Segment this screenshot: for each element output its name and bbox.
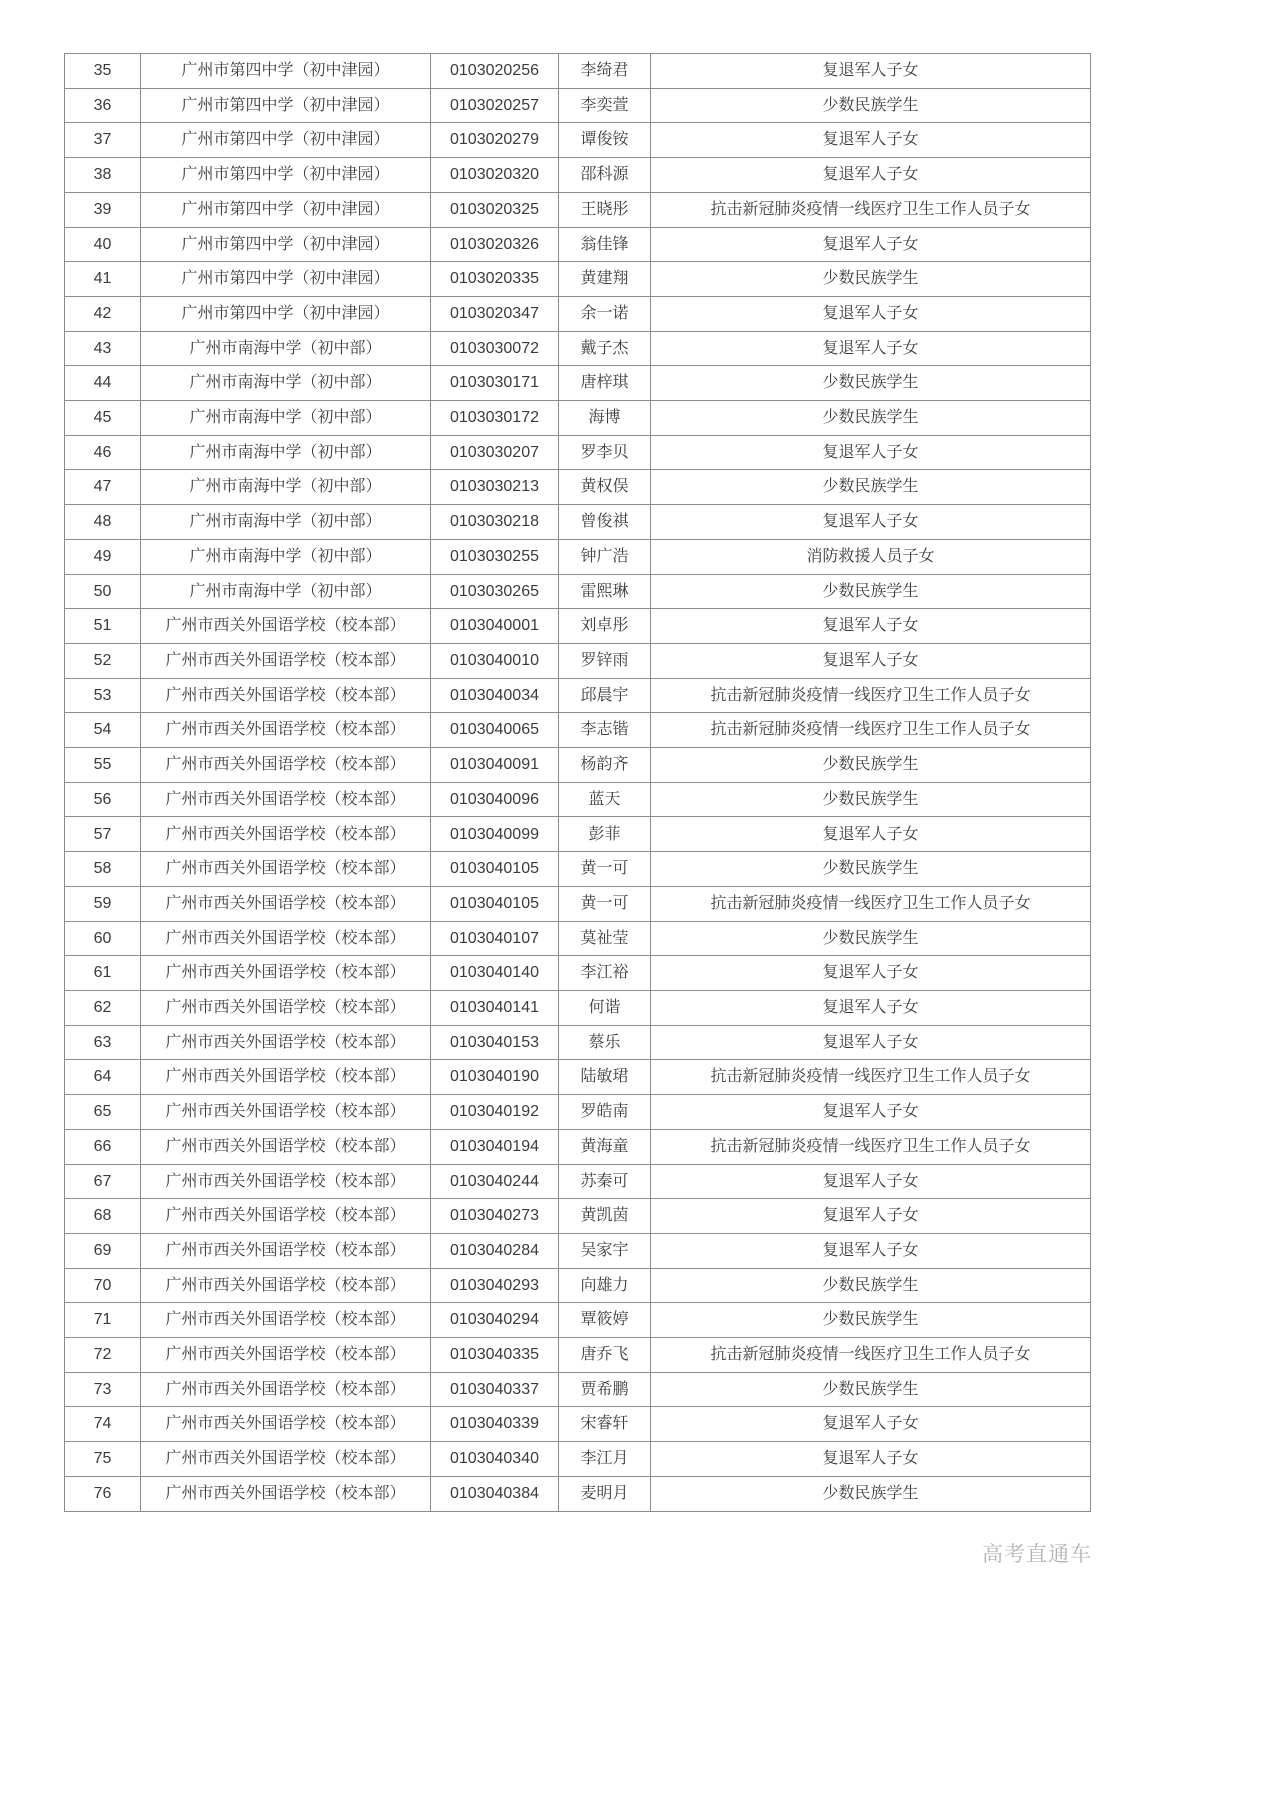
school-name-cell: 广州市西关外国语学校（校本部） [141,921,431,956]
student-name-cell: 唐乔飞 [559,1338,651,1373]
student-name-cell: 黄海童 [559,1129,651,1164]
table-row [65,782,1091,817]
table-row [65,817,1091,852]
exam-number-cell: 0103020256 [431,54,559,89]
row-number-cell: 68 [65,1199,141,1234]
row-number-cell: 45 [65,401,141,436]
exam-number-cell: 0103040273 [431,1199,559,1234]
table-row [65,643,1091,678]
student-name-cell: 曾俊祺 [559,505,651,540]
student-name-cell: 罗锌雨 [559,643,651,678]
school-name-cell: 广州市南海中学（初中部） [141,539,431,574]
table-row [65,227,1091,262]
row-number-cell: 55 [65,748,141,783]
school-name-cell: 广州市西关外国语学校（校本部） [141,990,431,1025]
exam-number-cell: 0103040105 [431,886,559,921]
table-row [65,1476,1091,1511]
school-name-cell: 广州市西关外国语学校（校本部） [141,1060,431,1095]
table-row [65,539,1091,574]
school-name-cell: 广州市西关外国语学校（校本部） [141,643,431,678]
category-cell: 少数民族学生 [651,470,1091,505]
exam-number-cell: 0103040096 [431,782,559,817]
row-number-cell: 72 [65,1338,141,1373]
table-row [65,921,1091,956]
table-row [65,123,1091,158]
row-number-cell: 53 [65,678,141,713]
category-cell: 少数民族学生 [651,366,1091,401]
category-cell: 消防救援人员子女 [651,539,1091,574]
student-name-cell: 李志锴 [559,713,651,748]
row-number-cell: 57 [65,817,141,852]
student-name-cell: 李江月 [559,1442,651,1477]
student-name-cell: 黄一可 [559,886,651,921]
row-number-cell: 74 [65,1407,141,1442]
row-number-cell: 42 [65,296,141,331]
row-number-cell: 63 [65,1025,141,1060]
table-row [65,1199,1091,1234]
student-name-cell: 莫祉莹 [559,921,651,956]
table-row [65,1025,1091,1060]
exam-number-cell: 0103040091 [431,748,559,783]
row-number-cell: 76 [65,1476,141,1511]
category-cell: 抗击新冠肺炎疫情一线医疗卫生工作人员子女 [651,886,1091,921]
row-number-cell: 46 [65,435,141,470]
student-name-cell: 吴家宇 [559,1233,651,1268]
exam-number-cell: 0103040001 [431,609,559,644]
row-number-cell: 48 [65,505,141,540]
exam-number-cell: 0103030218 [431,505,559,540]
row-number-cell: 61 [65,956,141,991]
row-number-cell: 36 [65,88,141,123]
row-number-cell: 54 [65,713,141,748]
school-name-cell: 广州市第四中学（初中津园） [141,262,431,297]
school-name-cell: 广州市南海中学（初中部） [141,574,431,609]
table-row [65,1129,1091,1164]
table-row [65,505,1091,540]
student-name-cell: 贾希鹏 [559,1372,651,1407]
exam-number-cell: 0103040065 [431,713,559,748]
school-name-cell: 广州市西关外国语学校（校本部） [141,1129,431,1164]
category-cell: 复退军人子女 [651,123,1091,158]
category-cell: 复退军人子女 [651,435,1091,470]
school-name-cell: 广州市西关外国语学校（校本部） [141,1199,431,1234]
school-name-cell: 广州市西关外国语学校（校本部） [141,782,431,817]
category-cell: 少数民族学生 [651,921,1091,956]
exam-number-cell: 0103030255 [431,539,559,574]
school-name-cell: 广州市西关外国语学校（校本部） [141,886,431,921]
student-name-cell: 邱晨宇 [559,678,651,713]
category-cell: 复退军人子女 [651,158,1091,193]
category-cell: 少数民族学生 [651,1476,1091,1511]
table-row [65,331,1091,366]
student-name-cell: 刘卓彤 [559,609,651,644]
category-cell: 复退军人子女 [651,609,1091,644]
school-name-cell: 广州市西关外国语学校（校本部） [141,1268,431,1303]
category-cell: 抗击新冠肺炎疫情一线医疗卫生工作人员子女 [651,192,1091,227]
row-number-cell: 67 [65,1164,141,1199]
student-name-cell: 李绮君 [559,54,651,89]
table-row [65,1233,1091,1268]
table-row [65,1407,1091,1442]
school-name-cell: 广州市西关外国语学校（校本部） [141,748,431,783]
exam-number-cell: 0103040192 [431,1095,559,1130]
exam-number-cell: 0103040034 [431,678,559,713]
student-name-cell: 罗李贝 [559,435,651,470]
exam-number-cell: 0103020325 [431,192,559,227]
category-cell: 复退军人子女 [651,643,1091,678]
category-cell: 复退军人子女 [651,956,1091,991]
student-name-cell: 李奕萱 [559,88,651,123]
school-name-cell: 广州市第四中学（初中津园） [141,123,431,158]
row-number-cell: 58 [65,852,141,887]
row-number-cell: 65 [65,1095,141,1130]
table-row [65,886,1091,921]
exam-number-cell: 0103040105 [431,852,559,887]
exam-number-cell: 0103040244 [431,1164,559,1199]
table-row [65,1442,1091,1477]
exam-number-cell: 0103020279 [431,123,559,158]
exam-number-cell: 0103040340 [431,1442,559,1477]
table-row [65,296,1091,331]
student-name-cell: 黄权俣 [559,470,651,505]
category-cell: 复退军人子女 [651,1233,1091,1268]
category-cell: 复退军人子女 [651,1164,1091,1199]
exam-number-cell: 0103030207 [431,435,559,470]
table-row [65,1372,1091,1407]
student-name-cell: 海博 [559,401,651,436]
exam-number-cell: 0103040099 [431,817,559,852]
student-name-cell: 陆敏珺 [559,1060,651,1095]
exam-number-cell: 0103030171 [431,366,559,401]
exam-number-cell: 0103040190 [431,1060,559,1095]
exam-number-cell: 0103020335 [431,262,559,297]
school-name-cell: 广州市第四中学（初中津园） [141,296,431,331]
student-name-cell: 苏秦可 [559,1164,651,1199]
table-row [65,713,1091,748]
exam-number-cell: 0103040141 [431,990,559,1025]
exam-number-cell: 0103040284 [431,1233,559,1268]
row-number-cell: 64 [65,1060,141,1095]
table-row [65,1060,1091,1095]
category-cell: 少数民族学生 [651,1303,1091,1338]
student-name-cell: 杨韵齐 [559,748,651,783]
table-row [65,678,1091,713]
exam-number-cell: 0103040194 [431,1129,559,1164]
table-row [65,435,1091,470]
row-number-cell: 71 [65,1303,141,1338]
table-row [65,1164,1091,1199]
category-cell: 抗击新冠肺炎疫情一线医疗卫生工作人员子女 [651,1338,1091,1373]
school-name-cell: 广州市西关外国语学校（校本部） [141,852,431,887]
school-name-cell: 广州市西关外国语学校（校本部） [141,1442,431,1477]
student-name-cell: 戴子杰 [559,331,651,366]
category-cell: 少数民族学生 [651,1372,1091,1407]
school-name-cell: 广州市西关外国语学校（校本部） [141,1095,431,1130]
table-row [65,366,1091,401]
school-name-cell: 广州市西关外国语学校（校本部） [141,1025,431,1060]
student-name-cell: 翁佳锋 [559,227,651,262]
category-cell: 复退军人子女 [651,54,1091,89]
exam-number-cell: 0103030213 [431,470,559,505]
category-cell: 少数民族学生 [651,262,1091,297]
school-name-cell: 广州市西关外国语学校（校本部） [141,609,431,644]
school-name-cell: 广州市南海中学（初中部） [141,331,431,366]
category-cell: 复退军人子女 [651,817,1091,852]
student-name-cell: 雷熙琳 [559,574,651,609]
student-roster-table [64,53,1091,1512]
exam-number-cell: 0103020257 [431,88,559,123]
exam-number-cell: 0103040153 [431,1025,559,1060]
exam-number-cell: 0103040140 [431,956,559,991]
category-cell: 复退军人子女 [651,990,1091,1025]
school-name-cell: 广州市西关外国语学校（校本部） [141,1476,431,1511]
table-row [65,1095,1091,1130]
row-number-cell: 44 [65,366,141,401]
student-name-cell: 余一诺 [559,296,651,331]
exam-number-cell: 0103030172 [431,401,559,436]
exam-number-cell: 0103040107 [431,921,559,956]
watermark: 高考直通车 [982,1543,1092,1566]
row-number-cell: 40 [65,227,141,262]
row-number-cell: 50 [65,574,141,609]
student-name-cell: 钟广浩 [559,539,651,574]
school-name-cell: 广州市第四中学（初中津园） [141,227,431,262]
row-number-cell: 73 [65,1372,141,1407]
student-name-cell: 黄建翔 [559,262,651,297]
row-number-cell: 59 [65,886,141,921]
row-number-cell: 51 [65,609,141,644]
row-number-cell: 70 [65,1268,141,1303]
table-row [65,748,1091,783]
exam-number-cell: 0103040335 [431,1338,559,1373]
school-name-cell: 广州市西关外国语学校（校本部） [141,1164,431,1199]
student-name-cell: 王晓彤 [559,192,651,227]
category-cell: 复退军人子女 [651,1025,1091,1060]
category-cell: 复退军人子女 [651,296,1091,331]
table-row [65,88,1091,123]
student-name-cell: 宋睿轩 [559,1407,651,1442]
category-cell: 少数民族学生 [651,748,1091,783]
table-row [65,192,1091,227]
table-row [65,158,1091,193]
category-cell: 少数民族学生 [651,401,1091,436]
student-name-cell: 黄一可 [559,852,651,887]
table-row [65,852,1091,887]
student-name-cell: 向雄力 [559,1268,651,1303]
school-name-cell: 广州市第四中学（初中津园） [141,192,431,227]
table-row [65,1268,1091,1303]
exam-number-cell: 0103040010 [431,643,559,678]
exam-number-cell: 0103020320 [431,158,559,193]
category-cell: 少数民族学生 [651,574,1091,609]
school-name-cell: 广州市第四中学（初中津园） [141,54,431,89]
category-cell: 复退军人子女 [651,1407,1091,1442]
row-number-cell: 62 [65,990,141,1025]
table-row [65,574,1091,609]
row-number-cell: 66 [65,1129,141,1164]
student-name-cell: 麦明月 [559,1476,651,1511]
category-cell: 复退军人子女 [651,1095,1091,1130]
row-number-cell: 37 [65,123,141,158]
school-name-cell: 广州市西关外国语学校（校本部） [141,713,431,748]
row-number-cell: 38 [65,158,141,193]
school-name-cell: 广州市西关外国语学校（校本部） [141,1372,431,1407]
student-name-cell: 黄凯茵 [559,1199,651,1234]
school-name-cell: 广州市南海中学（初中部） [141,401,431,436]
table-row [65,1303,1091,1338]
category-cell: 抗击新冠肺炎疫情一线医疗卫生工作人员子女 [651,678,1091,713]
category-cell: 少数民族学生 [651,782,1091,817]
school-name-cell: 广州市西关外国语学校（校本部） [141,1233,431,1268]
school-name-cell: 广州市南海中学（初中部） [141,470,431,505]
school-name-cell: 广州市南海中学（初中部） [141,505,431,540]
row-number-cell: 35 [65,54,141,89]
table-row [65,956,1091,991]
student-name-cell: 何谐 [559,990,651,1025]
table-row [65,990,1091,1025]
student-name-cell: 谭俊铵 [559,123,651,158]
exam-number-cell: 0103040339 [431,1407,559,1442]
category-cell: 抗击新冠肺炎疫情一线医疗卫生工作人员子女 [651,713,1091,748]
category-cell: 复退军人子女 [651,1442,1091,1477]
exam-number-cell: 0103040337 [431,1372,559,1407]
student-name-cell: 彭菲 [559,817,651,852]
exam-number-cell: 0103030072 [431,331,559,366]
category-cell: 复退军人子女 [651,1199,1091,1234]
exam-number-cell: 0103040293 [431,1268,559,1303]
school-name-cell: 广州市南海中学（初中部） [141,366,431,401]
school-name-cell: 广州市西关外国语学校（校本部） [141,1338,431,1373]
row-number-cell: 49 [65,539,141,574]
student-name-cell: 邵科源 [559,158,651,193]
student-name-cell: 唐梓琪 [559,366,651,401]
category-cell: 抗击新冠肺炎疫情一线医疗卫生工作人员子女 [651,1129,1091,1164]
row-number-cell: 69 [65,1233,141,1268]
student-name-cell: 覃筱婷 [559,1303,651,1338]
exam-number-cell: 0103040384 [431,1476,559,1511]
exam-number-cell: 0103030265 [431,574,559,609]
exam-number-cell: 0103040294 [431,1303,559,1338]
school-name-cell: 广州市西关外国语学校（校本部） [141,678,431,713]
table-row [65,609,1091,644]
category-cell: 少数民族学生 [651,1268,1091,1303]
school-name-cell: 广州市西关外国语学校（校本部） [141,1303,431,1338]
row-number-cell: 60 [65,921,141,956]
student-name-cell: 李江裕 [559,956,651,991]
exam-number-cell: 0103020326 [431,227,559,262]
school-name-cell: 广州市西关外国语学校（校本部） [141,1407,431,1442]
category-cell: 少数民族学生 [651,852,1091,887]
row-number-cell: 41 [65,262,141,297]
table-body [65,54,1091,1512]
exam-number-cell: 0103020347 [431,296,559,331]
row-number-cell: 52 [65,643,141,678]
student-name-cell: 罗皓南 [559,1095,651,1130]
category-cell: 少数民族学生 [651,88,1091,123]
row-number-cell: 47 [65,470,141,505]
school-name-cell: 广州市第四中学（初中津园） [141,158,431,193]
school-name-cell: 广州市西关外国语学校（校本部） [141,956,431,991]
school-name-cell: 广州市西关外国语学校（校本部） [141,817,431,852]
table-row [65,401,1091,436]
school-name-cell: 广州市第四中学（初中津园） [141,88,431,123]
category-cell: 抗击新冠肺炎疫情一线医疗卫生工作人员子女 [651,1060,1091,1095]
category-cell: 复退军人子女 [651,331,1091,366]
student-name-cell: 蔡乐 [559,1025,651,1060]
category-cell: 复退军人子女 [651,227,1091,262]
table-row [65,470,1091,505]
student-name-cell: 蓝天 [559,782,651,817]
category-cell: 复退军人子女 [651,505,1091,540]
table-row [65,1338,1091,1373]
row-number-cell: 56 [65,782,141,817]
row-number-cell: 75 [65,1442,141,1477]
school-name-cell: 广州市南海中学（初中部） [141,435,431,470]
table-row [65,262,1091,297]
row-number-cell: 39 [65,192,141,227]
table-row [65,54,1091,89]
row-number-cell: 43 [65,331,141,366]
